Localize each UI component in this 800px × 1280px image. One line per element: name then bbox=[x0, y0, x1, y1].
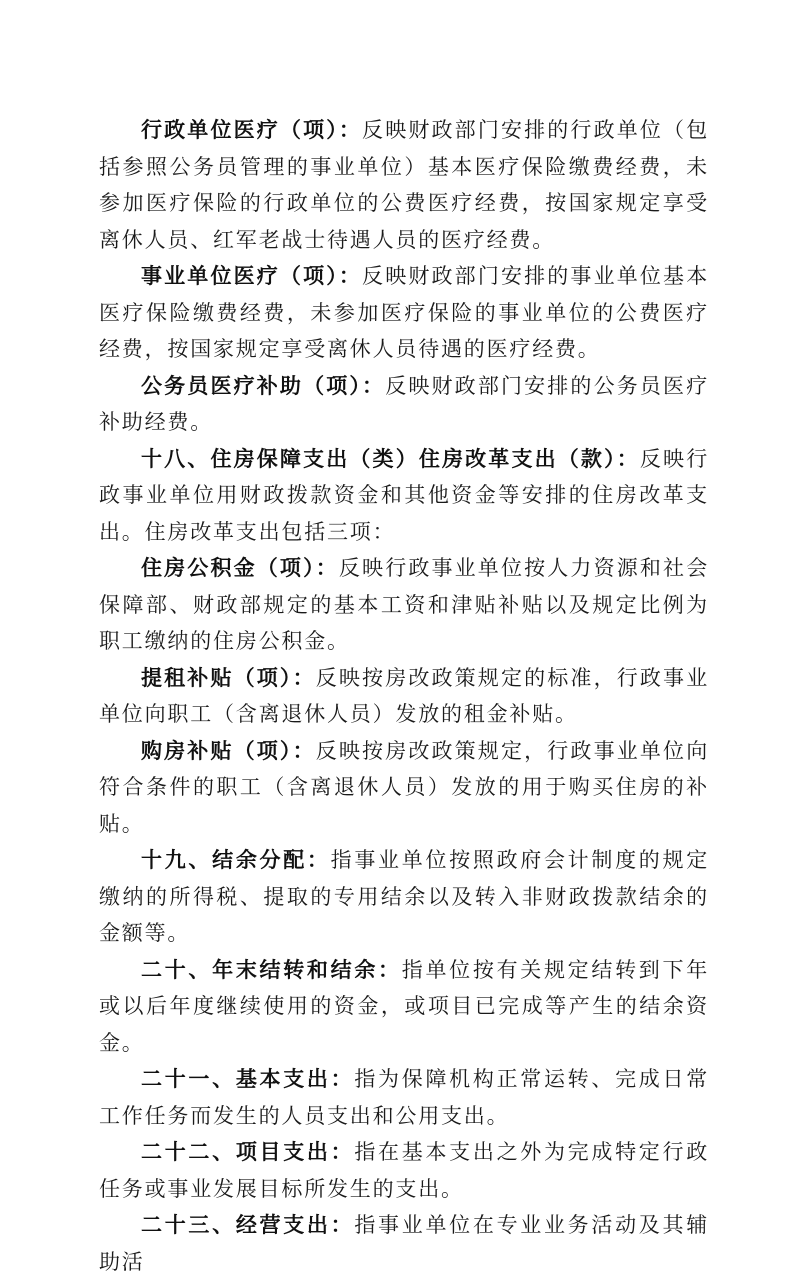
term-heading: 十九、结余分配： bbox=[141, 848, 331, 872]
paragraph-text: 指事业单位在专业业务活动及其辅助活 bbox=[99, 1213, 710, 1274]
term-heading: 十八、住房保障支出（类）住房改革支出（款）： bbox=[141, 446, 640, 471]
term-heading: 二十、年末结转和结余： bbox=[141, 957, 402, 982]
paragraph-project-expenditure bbox=[99, 1134, 709, 1207]
term-heading: 行政单位医疗（项）： bbox=[141, 118, 363, 142]
paragraph-purchase-subsidy bbox=[99, 733, 709, 843]
paragraph-surplus-distribution bbox=[99, 842, 709, 952]
paragraph-operating-expenditure bbox=[99, 1207, 709, 1280]
paragraph-basic-expenditure bbox=[99, 1061, 709, 1134]
paragraph-text: 指事业单位按照政府会计制度的规定缴纳的所得税、提取的专用结余以及转入非财政拨款结余的金额等。 bbox=[99, 848, 709, 945]
document-body bbox=[99, 112, 709, 1280]
paragraph-text: 反映财政部门安排的事业单位基本医疗保险缴费经费，未参加医疗保险的事业单位的公费医疗经费，按国家规定享受离休人员待遇的医疗经费。 bbox=[99, 264, 710, 361]
paragraph-year-end-carryover bbox=[99, 952, 709, 1062]
paragraph-rent-subsidy bbox=[99, 660, 709, 733]
paragraph-civil-servant-medical-subsidy bbox=[99, 368, 709, 441]
term-heading: 二十三、经营支出： bbox=[141, 1213, 355, 1237]
term-heading: 提租补贴（项）： bbox=[141, 665, 316, 690]
paragraph-housing-reform bbox=[99, 441, 709, 551]
term-heading: 购房补贴（项）： bbox=[141, 738, 316, 763]
paragraph-text: 指为保障机构正常运转、完成日常工作任务而发生的人员支出和公用支出。 bbox=[99, 1067, 710, 1128]
paragraph-text: 反映财政部门安排的行政单位（包括参照公务员管理的事业单位）基本医疗保险缴费经费，未参加医疗保险的行政单位的公费医疗经费，按国家规定享受离休人员、红军老战士待遇人员的医疗经费。 bbox=[99, 118, 710, 252]
term-heading: 事业单位医疗（项）： bbox=[141, 264, 363, 288]
term-heading: 住房公积金（项）： bbox=[141, 556, 339, 580]
paragraph-admin-medical bbox=[99, 112, 709, 258]
paragraph-text: 指单位按有关规定结转到下年或以后年度继续使用的资金，或项目已完成等产生的结余资金。 bbox=[99, 957, 709, 1055]
paragraph-institution-medical bbox=[99, 258, 709, 368]
paragraph-text: 反映行政事业单位按人力资源和社会保障部、财政部规定的基本工资和津贴补贴以及规定比例为职工缴纳的住房公积金。 bbox=[99, 556, 709, 653]
paragraph-text: 指在基本支出之外为完成特定行政任务或事业发展目标所发生的支出。 bbox=[99, 1140, 710, 1201]
term-heading: 二十二、项目支出： bbox=[141, 1140, 355, 1164]
paragraph-housing-fund bbox=[99, 550, 709, 660]
paragraph-text: 反映按房改政策规定的标准，行政事业单位向职工（含离退休人员）发放的租金补贴。 bbox=[99, 665, 709, 726]
paragraph-text: 反映按房改政策规定，行政事业单位向符合条件的职工（含离退休人员）发放的用于购买住房的补贴。 bbox=[99, 738, 709, 836]
paragraph-text: 反映行政事业单位用财政拨款资金和其他资金等安排的住房改革支出。住房改革支出包括三项： bbox=[99, 446, 709, 544]
paragraph-text: 反映财政部门安排的公务员医疗补助经费。 bbox=[99, 373, 709, 434]
term-heading: 公务员医疗补助（项）： bbox=[141, 373, 386, 398]
term-heading: 二十一、基本支出： bbox=[141, 1067, 355, 1091]
